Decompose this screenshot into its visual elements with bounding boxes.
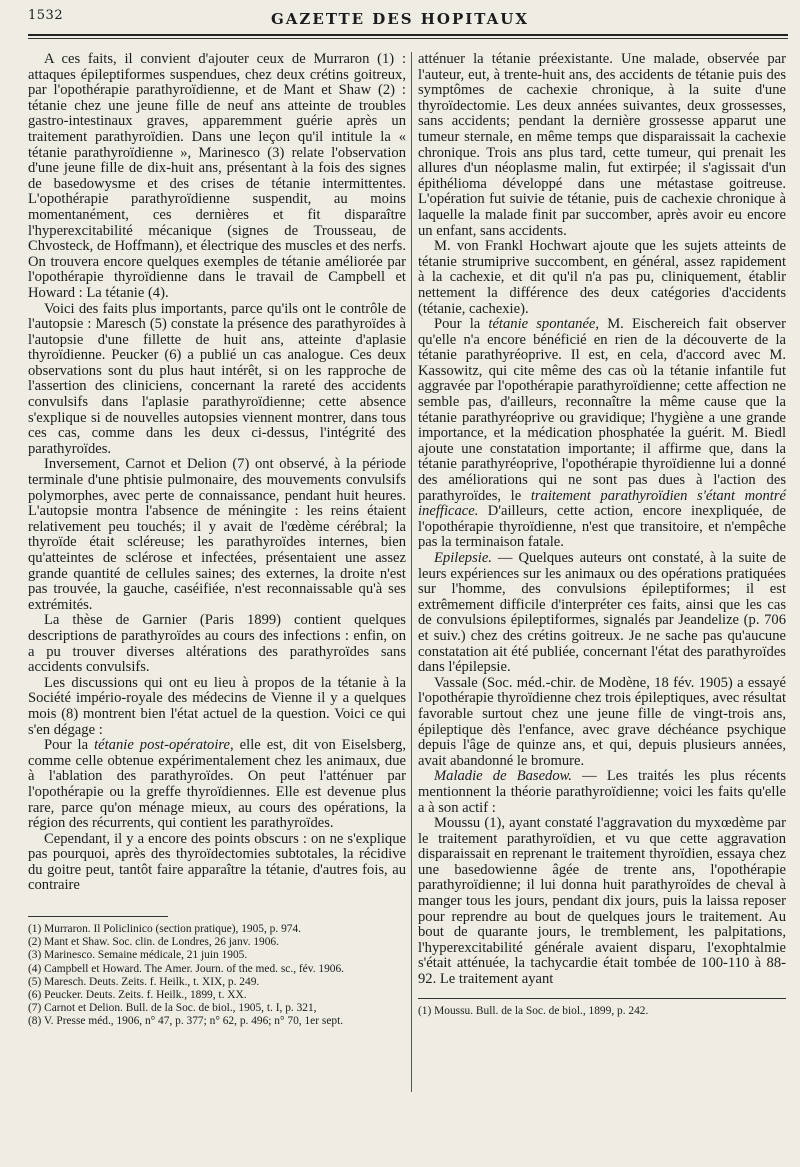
running-title: GAZETTE DES HOPITAUX	[270, 10, 529, 28]
text-run: D'ailleurs, cette action, encore inexpliquée, de l'opothérapie thyroïdienne, n'est que transitoire, et n'empêche pas la terminaison fatale.	[418, 503, 786, 551]
text-run: , elle est, dit von Eiselsberg, comme celle obtenue expérimentalement chez les animaux, due à l'ablation des parathyroïdes. On peut l'atténuer par l'opothérapie ou la greffe thyroïdiennes. Elle est devenue plus rare, parce qu'on ménage mieux, au cours des opérations, la région des récurrents, qui contient les parathyroïdes.	[28, 737, 406, 832]
italic-term: tétanie post-opératoire	[94, 737, 231, 754]
footnotes	[418, 1005, 786, 1018]
paragraph: Les discussions qui ont eu lieu à propos de la tétanie à la Société império-royale des médecins de Vienne il y a quelques mois (8) montrent bien l'état actuel de la question. Voici ce qui s'en dégage :	[28, 674, 406, 738]
text-run: Pour la	[44, 737, 89, 754]
text-run: — Quelques auteurs ont constaté, à la suite de leurs expériences sur les animaux ou des opérations pratiquées sur l'homme, des convulsions épileptiformes; il est extrêmement difficile d'interpréter ces faits, ainsi que les cas de convulsions épileptiformes, signalés par Jeandelize (p. 706 et suiv.) chez des crétins goitreux. Je ne sache pas qu'aucune constatation ait été publiée, concernant l'état des parathyroïdes dans l'épilepsie.	[418, 550, 786, 676]
footnote-rule	[418, 998, 786, 999]
paragraph	[28, 738, 406, 832]
italic-term: traitement parathyroïdien s'étant montré inefficace.	[418, 487, 786, 520]
paragraph	[418, 769, 786, 816]
section-heading: Maladie de Basedow.	[434, 768, 572, 785]
section-heading: Epilepsie.	[434, 550, 492, 566]
paragraph: Cependant, il y a encore des points obscurs : on ne s'explique pas pourquoi, après des thyroïdectomies subtotales, la récidive du goitre peut, tantôt faire apparaître la tétanie, d'autres fois, au contraire	[28, 830, 406, 894]
footnote-rule	[28, 916, 168, 917]
header-rule	[28, 34, 788, 36]
footnote: (1) Moussu. Bull. de la Soc. de biol., 1899, p. 242.	[418, 1004, 649, 1017]
paragraph	[418, 317, 786, 551]
text-run: , M. Eischereich fait observer qu'elle n'a encore bénéficié en rien de la découverte de la tétanie parathyréoprive. Il est, en cela, d'accord avec M. Kassowitz, qui cite même des cas où la tétanie infantile fut aggravée par l'opothérapie parathyroïdienne; cette affection ne semble pas, d'ailleurs, reconnaître la même cause que la tétanie parathyréoprive ou gravidique; l'hygiène a une grande importance, et la médication phosphatée la guérit. M. Biedl ajoute une constatation importante; il affirme que, dans la tétanie parathyréoprive, l'opothérapie thyroïdienne lui a donné des améliorations qui ne sont pas dues à l'action des parathyroïdes, le	[418, 316, 786, 504]
paragraph: A ces faits, il convient d'ajouter ceux de Murraron (1) : attaques épileptiformes suspendues, chez deux crétins goitreux, par l'opothérapie parathyroïdienne, et de Mant et Shaw (2) : tétanie chez une jeune fille de neuf ans atteinte de troubles gastro-intestinaux graves, apparemment guérie après un traitement parathyroïdien. Dans une leçon qu'il intitule la « tétanie parathyroïdienne », Marinesco (3) relate l'observation d'une jeune fille de dix-huit ans, présentant à la fois des signes de basedowysme et des crises de tétanie intermittentes. L'opothérapie parathyroïdienne suspendit, au moins momentanément, ces dernières et fit disparaître l'hyperexcitabilité mécanique (signes de Trousseau, de Chvosteck, de Hoffmann), et électrique des muscles et des nerfs. On trouvera encore quelques exemples de tétanie améliorée par l'opothérapie thyroïdienne dans le travail de Campbell et Howard : La tétanie (4).	[28, 51, 406, 301]
left-column	[28, 52, 406, 1029]
paragraph: Vassale (Soc. méd.-chir. de Modène, 18 fév. 1905) a essayé l'opothérapie thyroïdienne chez trois épileptiques, avec résultat favorable surtout chez une jeune fille de vingt-trois ans, épileptique dès l'enfance, avec grave déchéance psychique depuis l'âge de quinze ans, et qui, depuis plusieurs années, avait abandonné le bromure.	[418, 674, 786, 769]
paragraph: atténuer la tétanie préexistante. Une malade, observée par l'auteur, eut, à trente-huit ans, des accidents de tétanie puis des symptômes de cachexie chronique, à la suite d'une thyroïdectomie. Les deux années suivantes, deux grossesses, sans accidents; pendant la dernière grossesse apparut une tumeur sternale, en même temps que disparaissait la cachexie chronique. Trois ans plus tard, cette tumeur, qui prenait les allures d'un néoplasme malin, fut extirpée; il s'agissait d'un épithélioma développé dans une métastase goitreuse. L'opération fut suivie de tétanie, puis de cachexie chronique à laquelle la malade finit par succomber, après avoir eu encore un enfant, sans accidents.	[418, 51, 786, 239]
paragraph: Inversement, Carnot et Delion (7) ont observé, à la période terminale d'une phtisie pulmonaire, des mouvements convulsifs polymorphes, avec perte de connaissance, pendant huit heures. L'autopsie montra l'absence de méningite : les reins étaient relativement peu touchés; il y avait de l'œdème cérébral; la thyroïde était scléreuse; les parathyroïdes internes, bien qu'atteintes de sclérose et infectées, présentaient une assez grande quantité de cellules saines; des externes, la droite n'est pas trouvée, la gauche, caséifiée, n'est reconnaissable qu'à ses extrémités.	[28, 456, 406, 613]
text-run: Pour la	[434, 316, 481, 333]
header-rule-thin	[28, 38, 788, 39]
text-run: — Les traités les plus récents mentionnent la théorie parathyroïdienne; voici les faits qu'elle a à son actif :	[418, 768, 787, 816]
page-number: 1532	[28, 8, 64, 23]
footnote: (8) V. Presse méd., 1906, n° 47, p. 377; n° 62, p. 496; n° 70, 1er sept.	[28, 1015, 344, 1028]
italic-term: tétanie spontanée	[488, 316, 596, 333]
footnote: (2) Mant et Shaw. Soc. clin. de Londres, 26 janv. 1906.	[28, 936, 279, 949]
paragraph	[418, 551, 786, 676]
footnote: (6) Peucker. Deuts. Zeits. f. Heilk., 1899, t. XX.	[28, 989, 247, 1002]
footnotes	[28, 923, 406, 1029]
paragraph: La thèse de Garnier (Paris 1899) contient quelques descriptions de parathyroïdes au cours des infections : enfin, on a pu trouver diverses altérations des parathyroïdes sans accidents convulsifs.	[28, 612, 406, 676]
footnote: (1) Murraron. Il Policlinico (section pratique), 1905, p. 974.	[28, 923, 301, 936]
paragraph: M. von Frankl Hochwart ajoute que les sujets atteints de tétanie strumiprive succombent, en général, assez rapidement à la cachexie, et dit qu'il n'a pas pu, cliniquement, établir nettement la différence des deux catégories d'accidents (tétanie, cachexie).	[418, 238, 786, 317]
paragraph: Moussu (1), ayant constaté l'aggravation du myxœdème par le traitement parathyroïdien, et vu que cette aggravation disparaissait en reprenant le traitement thyroïdien, essaya chez une basedowienne âgée de trente ans, l'opothérapie parathyroïdienne; il lui donna huit parathyroïdes de cheval à manger tous les jours, pendant dix jours, puis la laissa reposer pour reprendre au bout de quelques jours le traitement. Au bout de quarante jours, le tremblement, les palpitations, l'hyperexcitabilité générale avaient disparu, l'exophtalmie s'était atténuée, la tachycardie était tombée de 100-110 à 88-92. Le traitement ayant	[418, 815, 786, 988]
footnote: (5) Maresch. Deuts. Zeits. f. Heilk., t. XIX, p. 249.	[28, 975, 260, 988]
right-column	[418, 52, 786, 1018]
paragraph: Voici des faits plus importants, parce qu'ils ont le contrôle de l'autopsie : Maresch (5) constate la présence des parathyroïdes à l'autopsie d'une fillette de huit ans, atteinte d'aplasie thyroïdienne. Peucker (6) a publié un cas analogue. Ces deux observations sont du plus haut intérêt, si on les rapproche de l'assertion des cliniciens, concernant la rareté des accidents convulsifs dans l'aplasie parathyroïdienne; cette absence s'explique si de nouvelles autopsies viennent montrer, dans tous ces cas, comme dans les deux ci-dessus, l'intégrité des parathyroïdes.	[28, 300, 406, 457]
footnote: (7) Carnot et Delion. Bull. de la Soc. de biol., 1905, t. I, p. 321,	[28, 1002, 317, 1015]
footnote: (3) Marinesco. Semaine médicale, 21 juin 1905.	[28, 949, 248, 962]
footnote: (4) Campbell et Howard. The Amer. Journ. of the med. sc., fév. 1906.	[28, 962, 345, 975]
column-divider	[411, 52, 412, 1092]
